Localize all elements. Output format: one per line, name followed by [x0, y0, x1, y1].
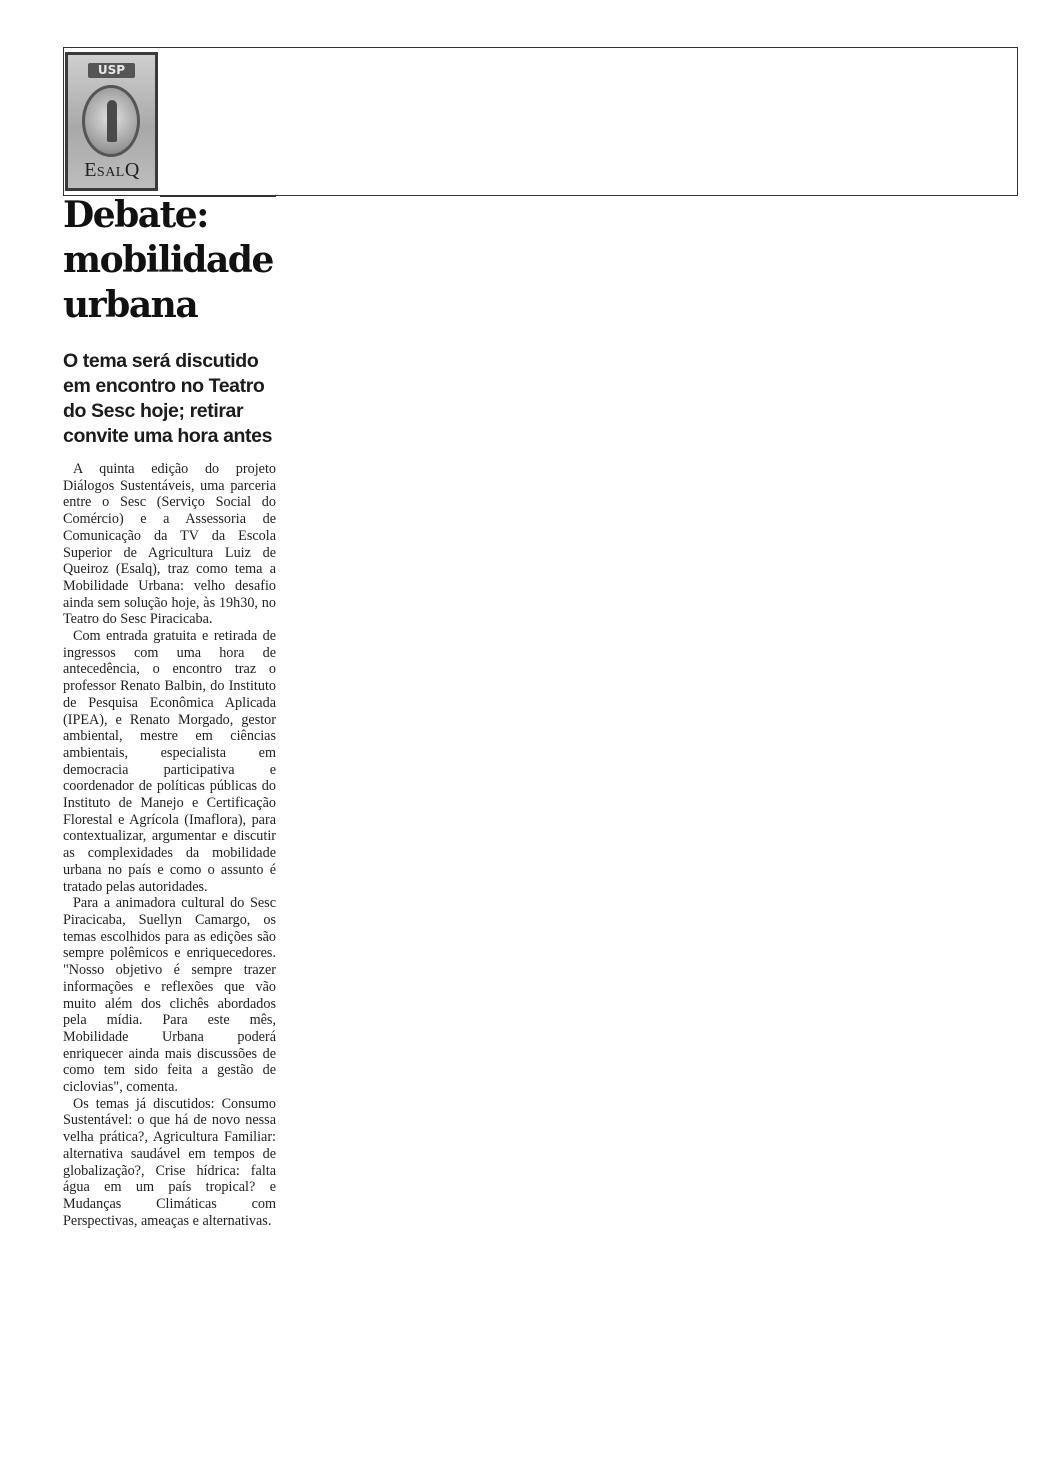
usp-esalq-logo [65, 52, 158, 191]
article-paragraph: Para a animadora cultural do Sesc Piracicaba, Suellyn Camargo, os temas escolhidos para as edições são sempre polêmicos e enriquecedores. "Nosso objetivo é sempre trazer informações e reflexões que vão muito além dos clichês abordados pela mídia. Para este mês, Mobilidade Urbana poderá enriquecer ainda mais discussões de como tem sido feita a gestão de ciclovias", comenta. [63, 895, 276, 1096]
logo-plate [68, 55, 155, 188]
header-frame [63, 47, 1018, 196]
article-body [63, 461, 276, 1229]
article-paragraph: Com entrada gratuita e retirada de ingressos com uma hora de antecedência, o encontro traz o professor Renato Balbin, do Instituto de Pesquisa Econômica Aplicada (IPEA), e Renato Morgado, gestor ambiental, mestre em ciências ambientais, especialista em democracia participativa e coordenador de políticas públicas do Instituto de Manejo e Certificação Florestal e Agrícola (Imaflora), para contextualizar, argumentar e discutir as complexidades da mobilidade urbana no país e como o assunto é tratado pelas autoridades. [63, 628, 276, 895]
logo-figure-icon [107, 100, 117, 142]
article-headline: Debate: mobilidade urbana [63, 194, 273, 326]
logo-esalq-text: EsalQ [84, 159, 140, 181]
article-subheadline: O tema será discutido em encontro no Teatro do Sesc hoje; retirar convite uma hora antes [63, 350, 273, 447]
article-paragraph: A quinta edição do projeto Diálogos Sustentáveis, uma parceria entre o Sesc (Serviço Social do Comércio) e a Assessoria de Comunicação da TV da Escola Superior de Agricultura Luiz de Queiroz (Esalq), traz como tema a Mobilidade Urbana: velho desafio ainda sem solução hoje, às 19h30, no Teatro do Sesc Piracicaba. [63, 461, 276, 628]
logo-usp-text: USP [88, 63, 135, 78]
article-paragraph: Os temas já discutidos: Consumo Sustentável: o que há de novo nessa velha prática?, Agricultura Familiar: alternativa saudável em tempos de globalização?, Crise hídrica: falta água em um país tropical? e Mudanças Climáticas com Perspectivas, ameaças e alternativas. [63, 1095, 276, 1229]
logo-medallion-icon [82, 85, 140, 157]
